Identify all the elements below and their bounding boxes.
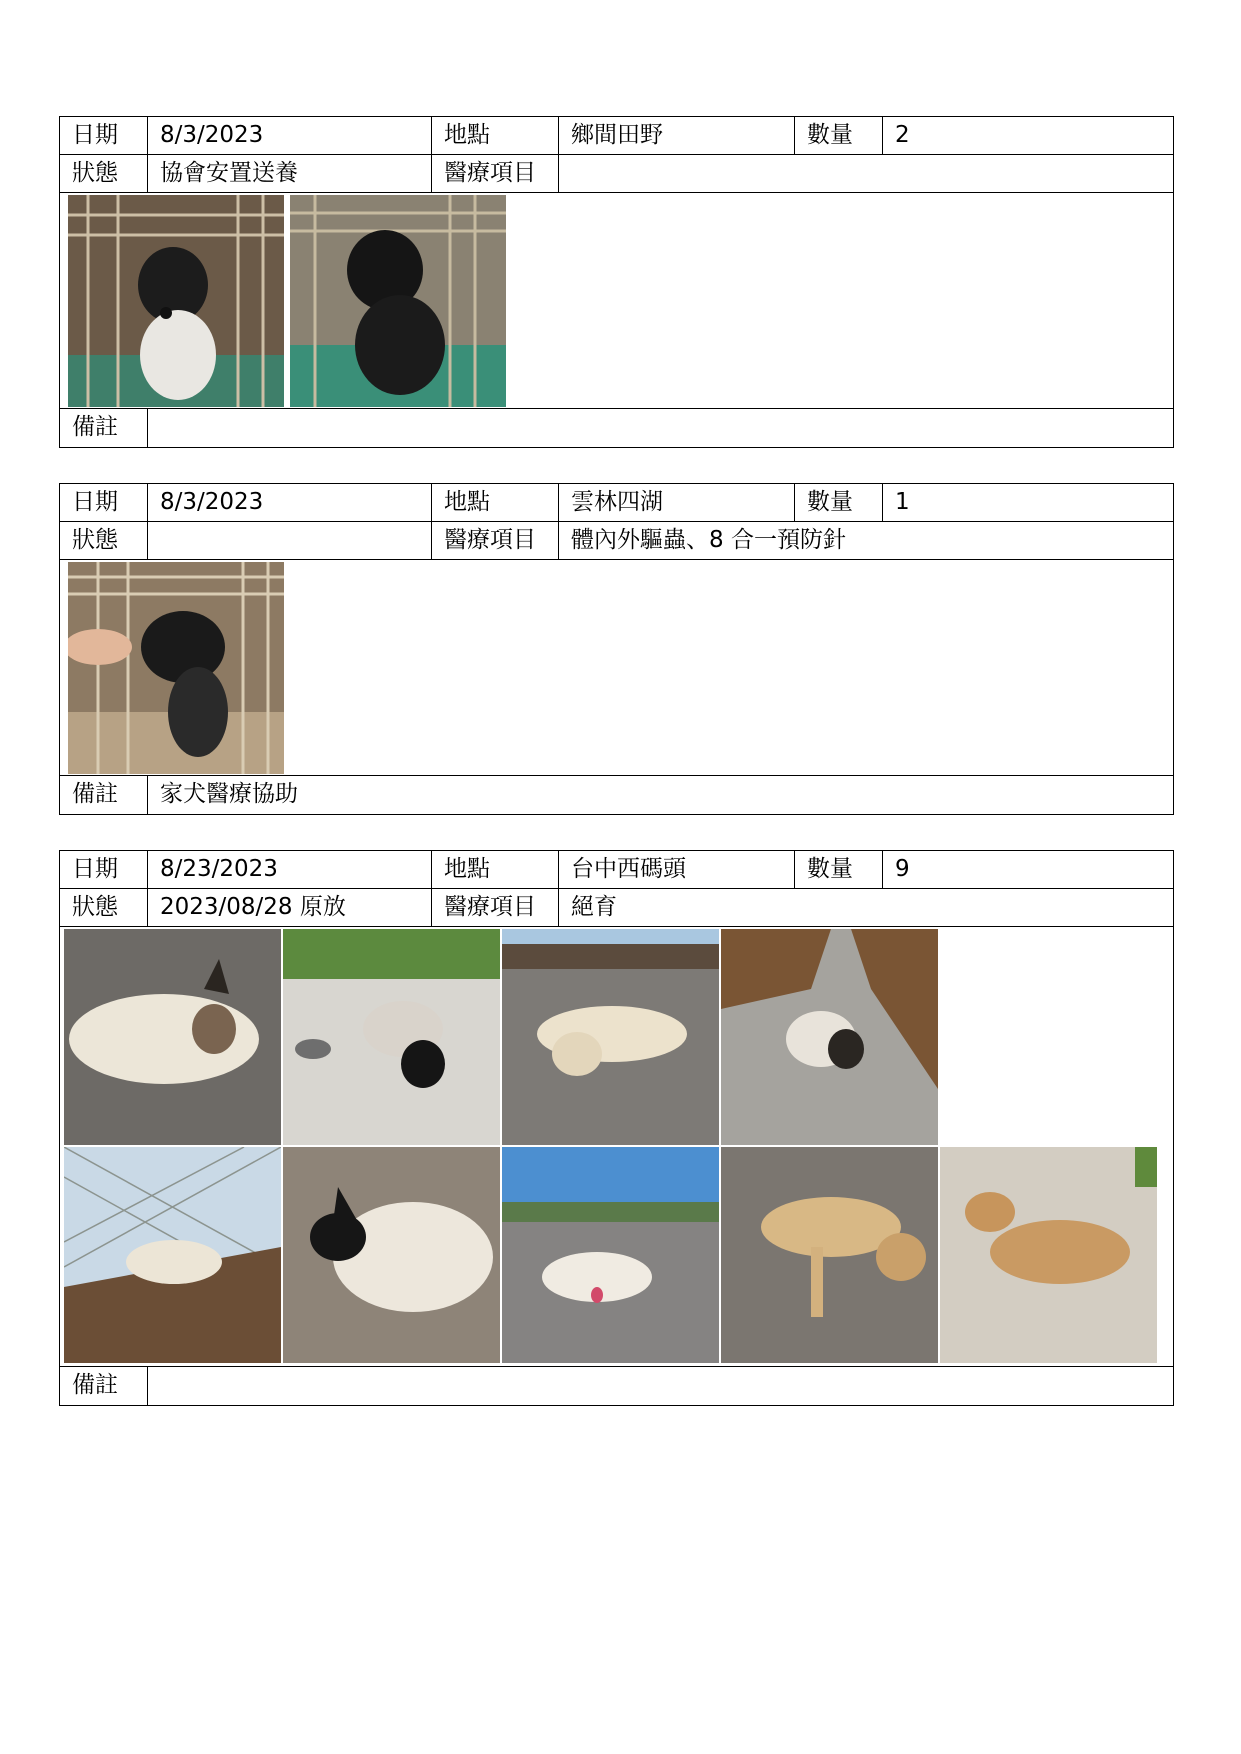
medical-label: 醫療項目 xyxy=(432,522,559,559)
record-1 xyxy=(59,116,1174,448)
record-header-row xyxy=(60,484,1173,522)
photo-area xyxy=(60,560,1173,776)
record-status-row xyxy=(60,889,1173,927)
record-header-row xyxy=(60,117,1173,155)
date-label: 日期 xyxy=(60,117,148,154)
white-dog-black-ear-photo xyxy=(283,1147,500,1363)
spotted-dog-lying-ground-photo xyxy=(283,929,500,1145)
location-label: 地點 xyxy=(432,851,559,888)
record-status-row xyxy=(60,522,1173,560)
status-value: 協會安置送養 xyxy=(148,155,432,192)
medical-label: 醫療項目 xyxy=(432,155,559,192)
date-label: 日期 xyxy=(60,484,148,521)
remark-value xyxy=(148,409,1173,447)
count-value: 9 xyxy=(895,856,910,882)
medical-value: 絕育 xyxy=(571,894,617,920)
dog-in-cage-held-photo xyxy=(68,562,284,774)
record-remark-row xyxy=(60,1367,1173,1405)
medical-value: 體內外驅蟲、8 合一預防針 xyxy=(571,527,846,553)
record-status-row xyxy=(60,155,1173,193)
remark-label: 備註 xyxy=(60,1367,148,1405)
count-label: 數量 xyxy=(795,484,883,521)
white-dog-by-fence-photo xyxy=(64,1147,281,1363)
medical-value xyxy=(559,155,1173,192)
cream-dog-between-walls-photo xyxy=(721,929,938,1145)
date-value: 8/23/2023 xyxy=(148,851,432,888)
medical-label: 醫療項目 xyxy=(432,889,559,926)
photo-area xyxy=(60,927,1173,1367)
location-value: 鄉間田野 xyxy=(559,117,795,154)
date-label: 日期 xyxy=(60,851,148,888)
count-label: 數量 xyxy=(795,851,883,888)
count-value: 1 xyxy=(895,489,910,515)
white-dog-lying-gravel-photo xyxy=(64,929,281,1145)
count-value: 2 xyxy=(895,122,910,148)
count-label: 數量 xyxy=(795,117,883,154)
status-label: 狀態 xyxy=(60,522,148,559)
tan-dog-on-concrete-photo xyxy=(940,1147,1157,1363)
location-value: 台中西碼頭 xyxy=(559,851,795,888)
record-remark-row xyxy=(60,409,1173,447)
status-value: 2023/08/28 原放 xyxy=(148,889,432,926)
white-dog-tongue-out-photo xyxy=(502,1147,719,1363)
remark-label: 備註 xyxy=(60,409,148,447)
record-header-row xyxy=(60,851,1173,889)
location-label: 地點 xyxy=(432,117,559,154)
tan-dog-lying-photo xyxy=(721,1147,938,1363)
remark-value: 家犬醫療協助 xyxy=(160,781,298,807)
black-dog-in-cage-photo xyxy=(290,195,506,407)
photo-area xyxy=(60,193,1173,409)
status-value xyxy=(148,522,432,559)
status-label: 狀態 xyxy=(60,889,148,926)
location-label: 地點 xyxy=(432,484,559,521)
date-value: 8/3/2023 xyxy=(148,117,432,154)
cream-dog-lying-gravel-photo xyxy=(502,929,719,1145)
remark-label: 備註 xyxy=(60,776,148,814)
location-value: 雲林四湖 xyxy=(559,484,795,521)
date-value: 8/3/2023 xyxy=(148,484,432,521)
status-label: 狀態 xyxy=(60,155,148,192)
black-white-dog-in-cage-photo xyxy=(68,195,284,407)
remark-value xyxy=(148,1367,1173,1405)
record-2 xyxy=(59,483,1174,815)
record-3 xyxy=(59,850,1174,1406)
record-remark-row xyxy=(60,776,1173,814)
